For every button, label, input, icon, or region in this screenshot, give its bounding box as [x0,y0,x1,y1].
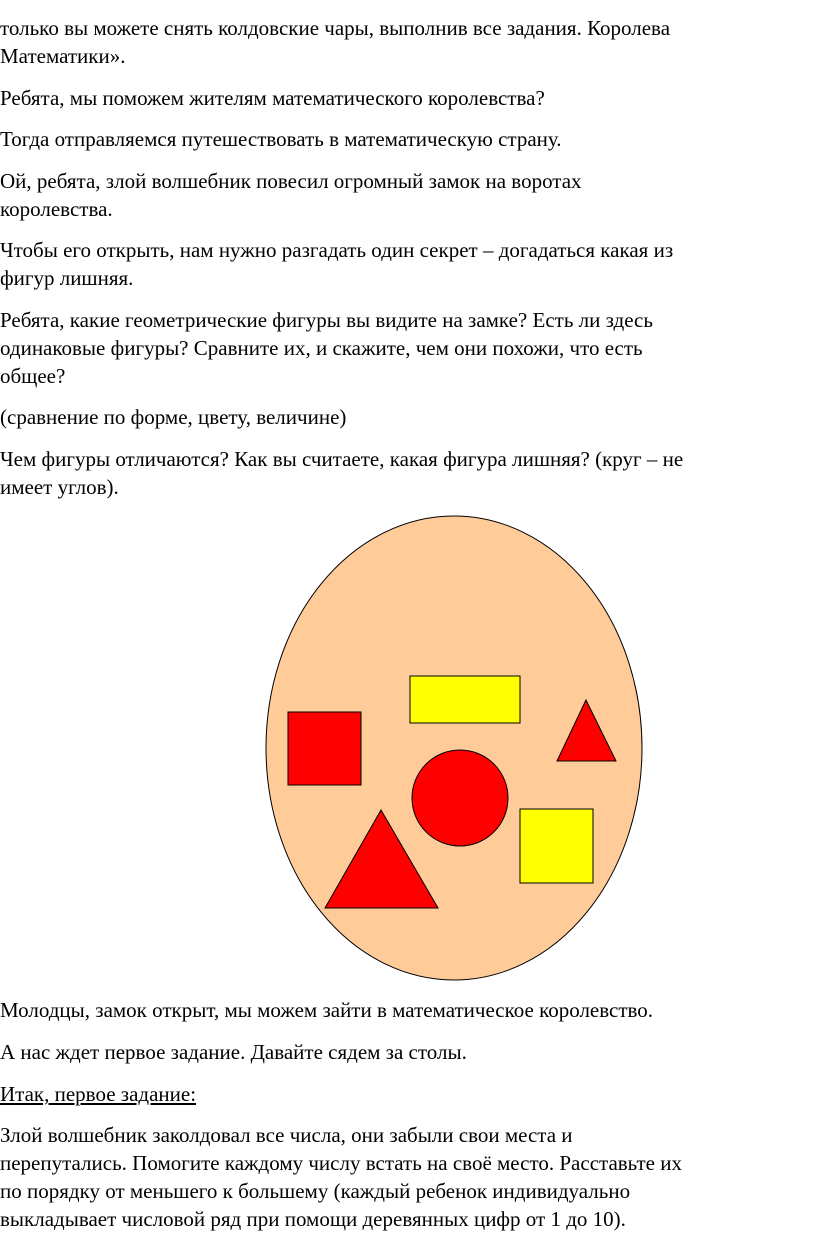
paragraph-first-task-heading [0,1080,812,1108]
text-line: Молодцы, замок открыт, мы можем зайти в математическое королевство. [0,998,654,1022]
text-line: Злой волшебник заколдовал все числа, они забыли свои места и [0,1123,573,1147]
paragraph-secret [0,236,812,292]
paragraph-task-description [0,1121,812,1233]
text-line: перепутались. Помогите каждому числу встать на своё место. Расставьте их [0,1151,682,1175]
text-line: Ребята, какие геометрические фигуры вы видите на замке? Есть ли здесь [0,308,653,332]
text-line: А нас ждет первое задание. Давайте сядем за столы. [0,1040,467,1064]
paragraph-queen-letter-end [0,14,812,70]
text-line: (сравнение по форме, цвету, величине) [0,405,347,429]
text-line: Математики». [0,44,126,68]
paragraph-first-task-intro [0,1038,812,1066]
paragraph-lock-open [0,996,812,1024]
text-line: Ребята, мы поможем жителям математического королевства? [0,86,545,110]
text-line: только вы можете снять колдовские чары, выполнив все задания. Королева [0,16,671,40]
text-line: Тогда отправляемся путешествовать в математическую страну. [0,127,562,151]
text-line: Чтобы его открыть, нам нужно разгадать один секрет – догадаться какая из [0,238,674,262]
text-line: королевства. [0,197,113,221]
text-line: Чем фигуры отличаются? Как вы считаете, какая фигура лишняя? (круг – не [0,447,684,471]
yellow-rectangle [410,676,520,723]
text-line: имеет углов). [0,475,119,499]
task-heading: Итак, первое задание: [0,1082,197,1106]
text-line: выкладывает числовой ряд при помощи деревянных цифр от 1 до 10). [0,1207,626,1231]
paragraph-extra-shape [0,445,812,501]
paragraph-lock-on-gate [0,167,812,223]
paragraph-which-shapes [0,306,812,390]
text-line: Ой, ребята, злой волшебник повесил огромный замок на воротах [0,169,582,193]
text-line: одинаковые фигуры? Сравните их, и скажите, чем они похожи, что есть [0,336,643,360]
yellow-square [520,809,593,883]
paragraph-comparison [0,403,812,431]
text-line: по порядку от меньшего к большему (каждый ребенок индивидуально [0,1179,631,1203]
red-circle [412,750,508,846]
red-square [288,712,361,785]
text-line: общее? [0,364,66,388]
paragraph-help-kingdom [0,84,812,112]
lock-illustration [250,508,660,988]
paragraph-travel [0,125,812,153]
text-line: фигур лишняя. [0,266,134,290]
